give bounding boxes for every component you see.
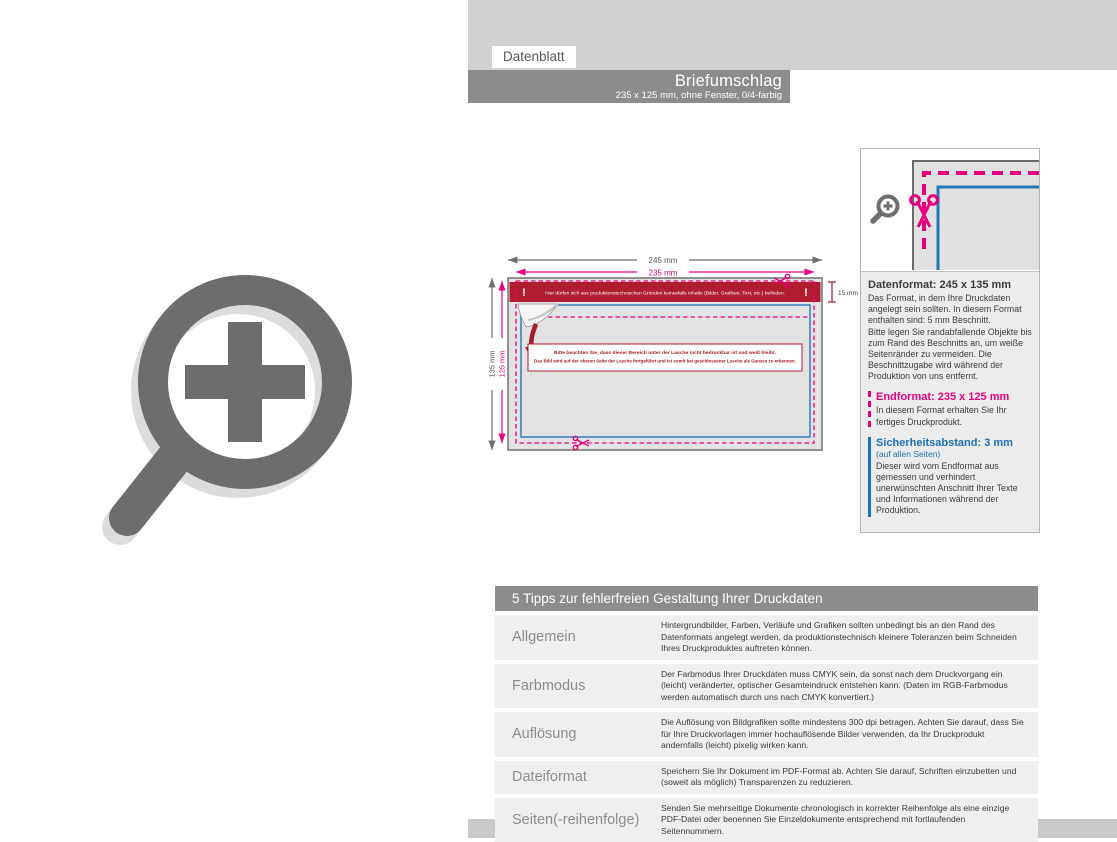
warning-exclaim-left: ! <box>522 287 526 299</box>
dim-label-245: 245 mm <box>648 256 678 265</box>
tip-label: Seiten(-reihenfolge) <box>512 811 640 828</box>
table-row <box>495 798 1038 842</box>
format-info-panel <box>860 148 1040 533</box>
section-datenformat <box>868 279 1033 382</box>
tip-text-content: Die Auflösung von Bildgrafiken sollte mindestens 300 dpi betragen. Achten Sie darauf, dass Sie für Ihre Druckvorlagen immer hochauflösende Bilder verwenden, da Ihr Druckprodukt andernfalls (leicht) pixelig wirken kann. <box>661 717 1024 751</box>
tip-text <box>661 664 1038 709</box>
endformat-legend-bar <box>868 391 871 427</box>
safety-subtitle: (auf allen Seiten) <box>876 448 941 459</box>
table-row <box>495 615 1038 660</box>
table-row <box>495 761 1038 794</box>
warning-exclaim-right: ! <box>804 287 808 299</box>
zoom-plus-icon[interactable] <box>95 250 385 550</box>
tip-text <box>661 712 1038 757</box>
datenformat-title: Datenformat: 245 x 135 mm <box>868 279 1012 291</box>
product-subtitle: 235 x 125 mm, ohne Fenster, 0/4-farbig <box>615 90 782 101</box>
datenformat-p1: Das Format, in dem Ihre Druckdaten angelegt sein sollten. In diesem Format enthalten sind: 5 mm Beschnitt. <box>868 293 1022 326</box>
endformat-title: Endformat: 235 x 125 mm <box>876 391 1010 404</box>
tip-text <box>661 761 1038 794</box>
flap-note-line2: Das Bild wird auf der oberen Seite der Lasche fortgeführt und ist somit bei geschlossener Lasche als Ganzes zu erkennen. <box>534 359 814 365</box>
corner-detail-preview <box>861 149 1039 272</box>
safety-legend-bar <box>868 437 871 517</box>
flap-banner-text: Hier dürfen sich aus produktionstechnischen Gründen keinesfalls Inhalte (Bilder, Grafiken, Text, etc.) befinden. <box>545 290 785 296</box>
table-row <box>495 664 1038 709</box>
zoom-icon-glyph <box>127 290 337 518</box>
endformat-p1: In diesem Format erhalten Sie Ihr fertiges Druckprodukt. <box>876 405 1007 427</box>
dim-label-135: 135 mm <box>487 350 497 378</box>
dim-label-235: 235 mm <box>648 268 678 278</box>
table-row <box>495 712 1038 757</box>
product-titlebar <box>468 70 790 103</box>
tip-label: Farbmodus <box>512 677 586 694</box>
safety-p1: Dieser wird vom Endformat aus gemessen und verhindert unerwünschten Anschnitt Ihrer Texte und Informationen während der Produktion. <box>876 460 1018 516</box>
tip-text <box>661 798 1038 842</box>
section-sicherheitsabstand <box>868 437 1033 517</box>
magnifier-icon-small <box>873 197 898 222</box>
tip-text-content: Der Farbmodus Ihrer Druckdaten muss CMYK sein, da sonst nach dem Druckvorgang ein (leicht) veränderter, optischer Gesamteindruck entstehen kann. (Daten im RGB-Farbmodus werden automatisch durch uns nach CMYK konvertiert.) <box>661 668 1008 702</box>
section-endformat <box>868 391 1033 427</box>
tip-label: Auflösung <box>512 726 577 743</box>
flap-note-box <box>528 344 814 371</box>
datenformat-p2: Bitte legen Sie randabfallende Objekte bis zum Rand des Beschnitts an, um weiße Seitenränder zu vermeiden. Die Beschnittzugabe wird während der Produktion von uns entfernt. <box>868 326 1032 382</box>
tip-label: Allgemein <box>512 629 576 646</box>
tips-table <box>495 586 1038 842</box>
dim-bracket-15 <box>828 282 836 302</box>
tip-label: Dateiformat <box>512 769 587 786</box>
tip-text <box>661 615 1038 660</box>
product-title: Briefumschlag <box>674 72 782 90</box>
tab-datenblatt[interactable]: Datenblatt <box>492 46 576 68</box>
tips-header: 5 Tipps zur fehlerfreien Gestaltung Ihrer Druckdaten <box>495 586 1038 611</box>
tip-text-content: Senden Sie mehrseitige Dokumente chronologisch in korrekter Reihenfolge als eine einzige PDF-Datei oder benennen Sie Einzeldokumente entsprechend mit fortlaufenden Seitennummern. <box>661 802 1010 836</box>
flap-note-line1: Bitte beachten Sie, dass dieser Bereich unter der Lasche nicht bedruckbar ist und weiß bleibt. <box>554 351 769 356</box>
dim-label-125: 125 mm <box>497 350 507 378</box>
format-info-body <box>861 272 1039 532</box>
safety-title: Sicherheitsabstand: 3 mm <box>876 436 1013 449</box>
dim-label-15: 15 mm <box>838 290 858 297</box>
tip-text-content: Hintergrundbilder, Farben, Verläufe und Grafiken sollten unbedingt bis an den Rand des Datenformats angelegt werden, da produktionstechnisch kleinere Toleranzen beim Schneiden Ihres Druckproduktes auftreten können. <box>661 620 1017 654</box>
format-diagram <box>484 252 859 458</box>
corner-detail-paper <box>913 161 1039 270</box>
tip-text-content: Speichern Sie Ihr Dokument im PDF-Format ab. Achten Sie darauf, Schriften einzubetten und (soweit als möglich) Transparenzen zu reduzieren. <box>661 765 1017 788</box>
